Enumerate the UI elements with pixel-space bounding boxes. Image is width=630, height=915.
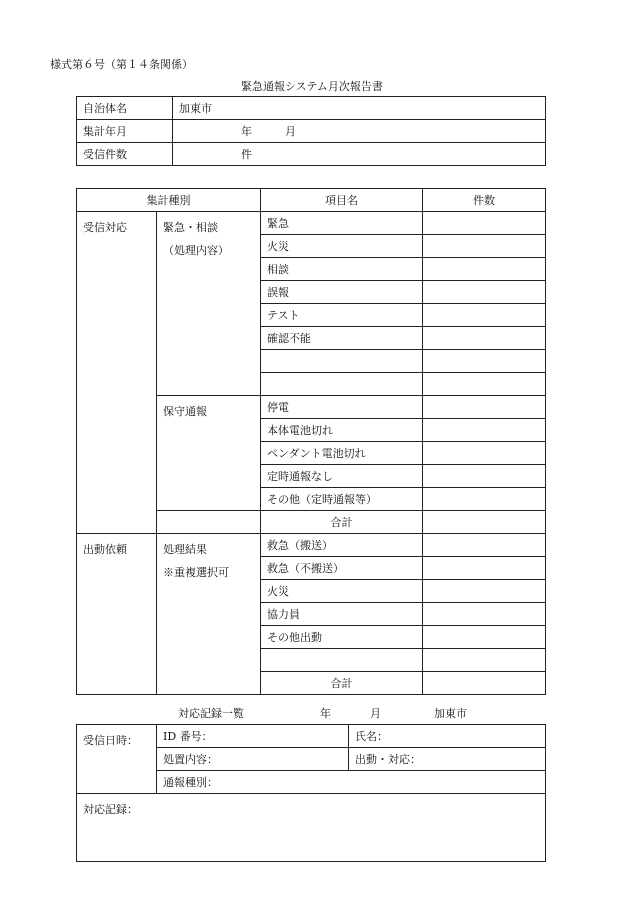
count-cell[interactable] — [423, 465, 546, 488]
count-cell[interactable] — [423, 534, 546, 557]
item-row: 火災 — [261, 235, 423, 258]
dispatch-field[interactable]: 出動・対応： — [349, 748, 546, 771]
item-row: 定時通報なし — [261, 465, 423, 488]
record-month: 月 — [370, 707, 381, 720]
count-cell[interactable] — [423, 580, 546, 603]
item-row: 誤報 — [261, 281, 423, 304]
item-row: ペンダント電池切れ — [261, 442, 423, 465]
total-blank — [157, 511, 261, 534]
group-dispatch-result: 処理結果 ※重複選択可 — [157, 534, 261, 695]
reception-total-count[interactable] — [423, 511, 546, 534]
count-cell[interactable] — [423, 304, 546, 327]
header-item: 項目名 — [261, 189, 423, 212]
count-cell[interactable] — [423, 488, 546, 511]
item-row: 確認不能 — [261, 327, 423, 350]
record-heading: 対応記録一覧 — [178, 707, 244, 720]
item-row: その他出動 — [261, 626, 423, 649]
item-row: 相談 — [261, 258, 423, 281]
item-row: 救急（搬送） — [261, 534, 423, 557]
record-table — [76, 724, 546, 862]
count-cell[interactable] — [423, 557, 546, 580]
item-row: 本体電池切れ — [261, 419, 423, 442]
section-reception: 受信対応 — [77, 212, 157, 534]
item-row: 協力員 — [261, 603, 423, 626]
item-row-blank — [261, 350, 423, 373]
id-number-field[interactable]: ID 番号： — [157, 725, 349, 748]
tally-table — [76, 188, 546, 695]
received-datetime-label: 受信日時： — [77, 725, 157, 794]
form-number: 様式第６号（第１４条関係） — [50, 58, 193, 71]
group-maintenance: 保守通報 — [157, 396, 261, 511]
count-cell[interactable] — [423, 258, 546, 281]
municipality-value: 加東市 — [173, 97, 546, 120]
header-category: 集計種別 — [77, 189, 261, 212]
count-cell[interactable] — [423, 373, 546, 396]
count-cell[interactable] — [423, 626, 546, 649]
record-year: 年 — [320, 707, 331, 720]
group-emergency: 緊急・相談 （処理内容） — [157, 212, 261, 396]
count-cell[interactable] — [423, 419, 546, 442]
item-row-blank — [261, 649, 423, 672]
item-row-blank — [261, 373, 423, 396]
handling-field[interactable]: 処置内容： — [157, 748, 349, 771]
period-value: 年 月 — [173, 120, 546, 143]
count-cell[interactable] — [423, 396, 546, 419]
info-table — [76, 96, 546, 166]
dispatch-total-count[interactable] — [423, 672, 546, 695]
name-field[interactable]: 氏名： — [349, 725, 546, 748]
item-row: 火災 — [261, 580, 423, 603]
count-cell[interactable] — [423, 212, 546, 235]
count-cell[interactable] — [423, 281, 546, 304]
count-cell[interactable] — [423, 327, 546, 350]
reception-total-label: 合計 — [261, 511, 423, 534]
record-city: 加東市 — [434, 707, 467, 720]
received-count-label: 受信件数 — [77, 143, 173, 166]
item-row: 緊急 — [261, 212, 423, 235]
period-label: 集計年月 — [77, 120, 173, 143]
count-cell[interactable] — [423, 649, 546, 672]
count-cell[interactable] — [423, 235, 546, 258]
call-type-field[interactable]: 通報種別： — [157, 771, 546, 794]
item-row: 救急（不搬送） — [261, 557, 423, 580]
count-cell[interactable] — [423, 350, 546, 373]
header-count: 件数 — [423, 189, 546, 212]
item-row: その他（定時通報等） — [261, 488, 423, 511]
report-title: 緊急通報システム月次報告書 — [241, 80, 383, 93]
response-log-field[interactable]: 対応記録： — [77, 794, 546, 862]
municipality-label: 自治体名 — [77, 97, 173, 120]
count-cell[interactable] — [423, 603, 546, 626]
item-row: 停電 — [261, 396, 423, 419]
received-count-value: 件 — [173, 143, 546, 166]
count-cell[interactable] — [423, 442, 546, 465]
section-dispatch: 出動依頼 — [77, 534, 157, 695]
dispatch-total-label: 合計 — [261, 672, 423, 695]
item-row: テスト — [261, 304, 423, 327]
